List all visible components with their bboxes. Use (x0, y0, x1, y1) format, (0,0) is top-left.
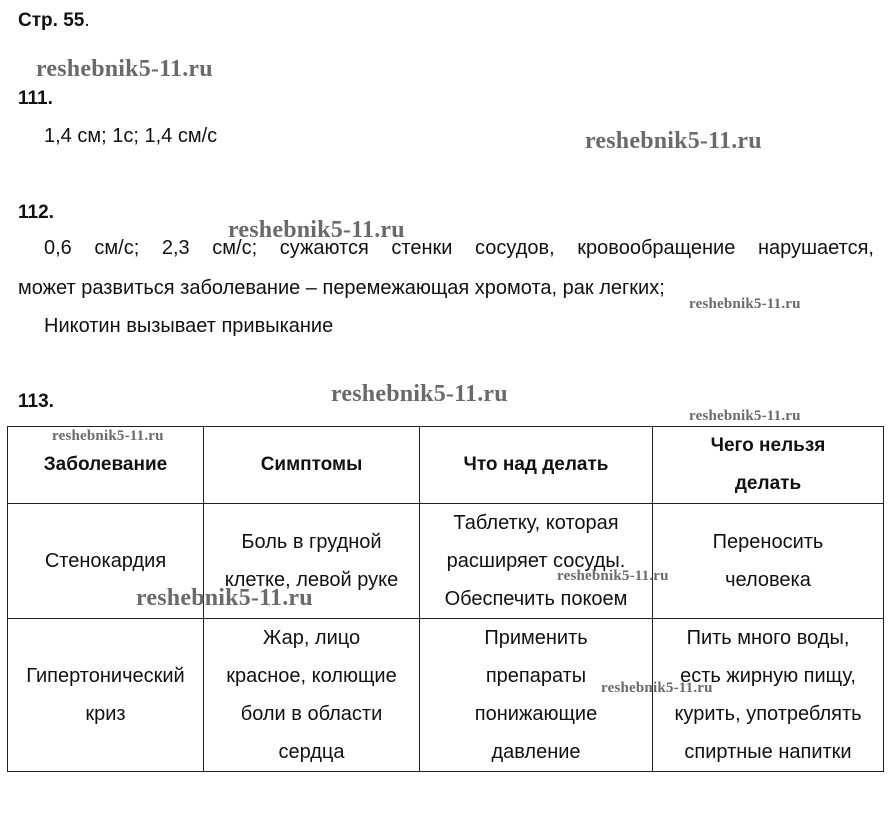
watermark: reshebnik5-11.ru (228, 217, 405, 243)
table-cell: Таблетку, которая расширяет сосуды. Обеспечить покоем (420, 504, 653, 619)
task-112-line-3: Никотин вызывает привыкание (44, 315, 334, 337)
task-112-line-1 (44, 237, 874, 260)
task-111-answer: 1,4 см; 1с; 1,4 см/с (44, 125, 218, 147)
task-112-number: 112. (18, 202, 54, 223)
task-112-line-2: может развиться заболевание – перемежающая хромота, рак легких; (18, 277, 665, 299)
word: стенки (391, 237, 453, 259)
watermark: reshebnik5-11.ru (689, 296, 801, 312)
task-113-number: 113. (18, 391, 54, 412)
watermark: reshebnik5-11.ru (689, 408, 801, 424)
header-cell-disease: Заболевание (8, 427, 204, 504)
watermark: reshebnik5-11.ru (36, 56, 213, 82)
task-111-number: 111. (18, 88, 53, 109)
watermark: reshebnik5-11.ru (331, 381, 508, 407)
word: сосудов, (475, 237, 555, 259)
header-cell-symptoms: Симптомы (204, 427, 420, 504)
table-cell: Боль в грудной клетке, левой руке (204, 504, 420, 619)
table-cell: Переносить человека (653, 504, 884, 619)
word: кровообращение (577, 237, 736, 259)
table-cell: Стенокардия (8, 504, 204, 619)
table-cell: Пить много воды, есть жирную пищу, курить, употреблять спиртные напитки (653, 619, 884, 772)
header-cell-dont: Чего нельзя делать (653, 427, 884, 504)
word: 2,3 (161, 237, 190, 259)
word: 0,6 (44, 237, 72, 259)
table-cell: Жар, лицо красное, колющие боли в области сердца (204, 619, 420, 772)
word: нарушается, (757, 237, 874, 259)
page-label: Стр. 55 (18, 10, 85, 31)
word: см/с; (212, 237, 258, 259)
watermark: reshebnik5-11.ru (136, 585, 313, 611)
header-cell-todo: Что над делать (420, 427, 653, 504)
watermark: reshebnik5-11.ru (557, 568, 669, 584)
word: см/с; (94, 237, 140, 259)
table-row (8, 619, 884, 772)
page-label-suffix: . (84, 10, 90, 31)
watermark: reshebnik5-11.ru (601, 680, 713, 696)
page-title (18, 10, 90, 32)
word: сужаются (279, 237, 369, 259)
table-cell: Гипертонический криз (8, 619, 204, 772)
table-cell: Применить препараты понижающие давление (420, 619, 653, 772)
watermark: reshebnik5-11.ru (52, 428, 164, 444)
watermark: reshebnik5-11.ru (585, 128, 762, 154)
